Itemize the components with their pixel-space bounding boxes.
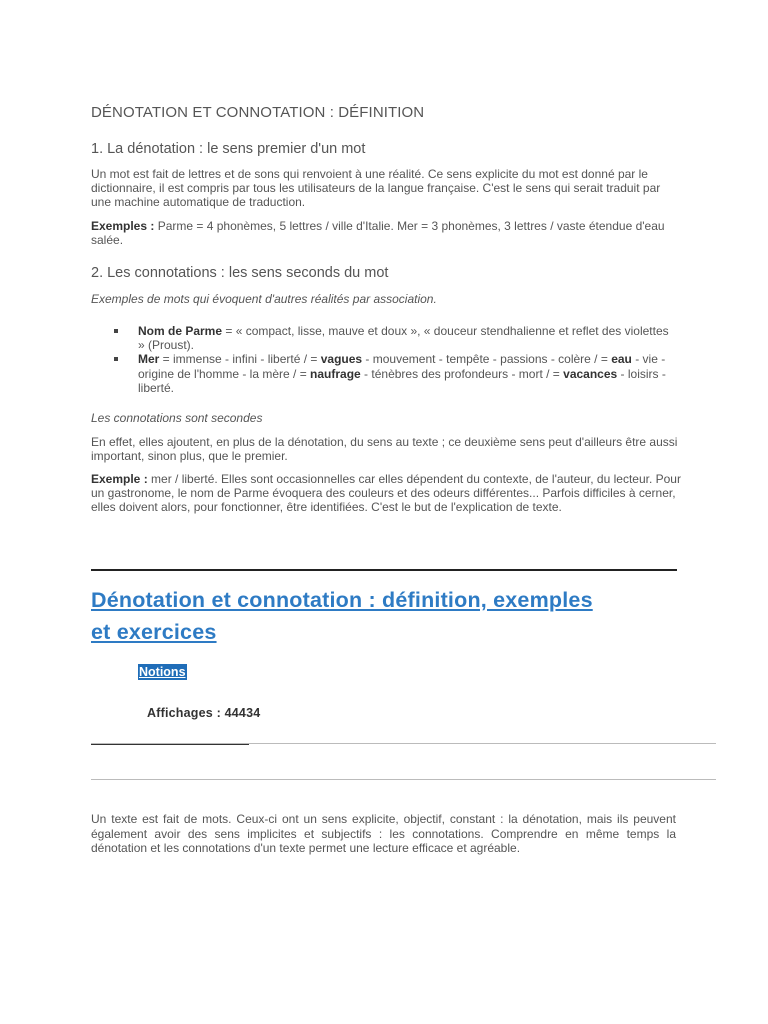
bullet-term: naufrage (310, 366, 361, 381)
bullet-term: vagues (320, 352, 363, 367)
bullet-text: = immense - infini - liberté / = (159, 352, 321, 367)
view-count: Affichages : 44434 (147, 706, 261, 720)
paragraph-denotation: Un mot est fait de lettres et de sons qui renvoient à une réalité. Ce sens explicite du mot est donné par le dictionnaire, il est compris par tous les utilisateurs de la langue française. C'est le sens qui serait traduit par une machine automatique de traduction. (91, 167, 661, 210)
article-intro-paragraph: Un texte est fait de mots. Ceux-ci ont un sens explicite, objectif, constant : la dénotation, mais ils peuvent également avoir des sens implicites et subjectifs : les connotations. Comprendre en même temps la dénotation et les connotations d'un texte permet une lecture efficace et agréable. (91, 812, 676, 855)
paragraph-example-mer (91, 472, 681, 515)
examples-text: Parme = 4 phonèmes, 5 lettres / ville d'Italie. Mer = 3 phonèmes, 3 lettres / vaste étendue d'eau salée. (91, 219, 665, 248)
category-badge-link[interactable]: Notions (139, 665, 186, 679)
example-label: Exemple : (91, 472, 148, 486)
list-item (114, 352, 674, 395)
bullet-text: - mouvement - tempête - passions - colère / = (362, 352, 612, 367)
section-heading-connotations: 2. Les connotations : les sens seconds du mot (91, 265, 389, 281)
bullet-square-icon (114, 357, 118, 361)
bullet-term: Nom de Parme (138, 324, 223, 338)
article-title-link[interactable]: Dénotation et connotation : définition, exemples et exercices (91, 588, 593, 644)
bullet-text: = « compact, lisse, mauve et doux », « douceur stendhalienne et reflet des violettes » (Proust). (138, 324, 669, 353)
examples-label: Exemples : (91, 219, 155, 233)
divider-accent (91, 744, 249, 745)
document-title: DÉNOTATION ET CONNOTATION : DÉFINITION (91, 104, 425, 121)
list-item (114, 324, 674, 352)
connotation-list (114, 324, 674, 395)
bullet-text: - ténèbres des profondeurs - mort / = (360, 366, 564, 381)
bullet-term: Mer (138, 352, 160, 367)
subheading-secondes: Les connotations sont secondes (91, 411, 263, 425)
bullet-text: - loisirs - liberté. (138, 366, 666, 395)
divider (91, 779, 716, 780)
bullet-term: vacances (563, 366, 618, 381)
paragraph-connotation-intro: Exemples de mots qui évoquent d'autres réalités par association. (91, 292, 437, 306)
paragraph-examples (91, 219, 681, 247)
divider-thick (91, 569, 677, 571)
bullet-square-icon (114, 329, 118, 333)
section-heading-denotation: 1. La dénotation : le sens premier d'un mot (91, 141, 366, 157)
paragraph-en-effet: En effet, elles ajoutent, en plus de la dénotation, du sens au texte ; ce deuxième sens peut d'ailleurs être aussi important, sinon plus, que le premier. (91, 435, 678, 464)
bullet-term: eau (611, 352, 632, 367)
bullet-text: - vie - origine de l'homme - la mère / = (138, 352, 666, 381)
example-text: mer / liberté. Elles sont occasionnelles car elles dépendent du contexte, de l'auteur, du lecteur. Pour un gastronome, le nom de Parme évoquera des couleurs et des odeurs différentes... Parfois difficiles à cerner, elles doivent alors, pour fonctionner, être identifiées. C'est le but de l'explication de texte. (91, 472, 681, 515)
